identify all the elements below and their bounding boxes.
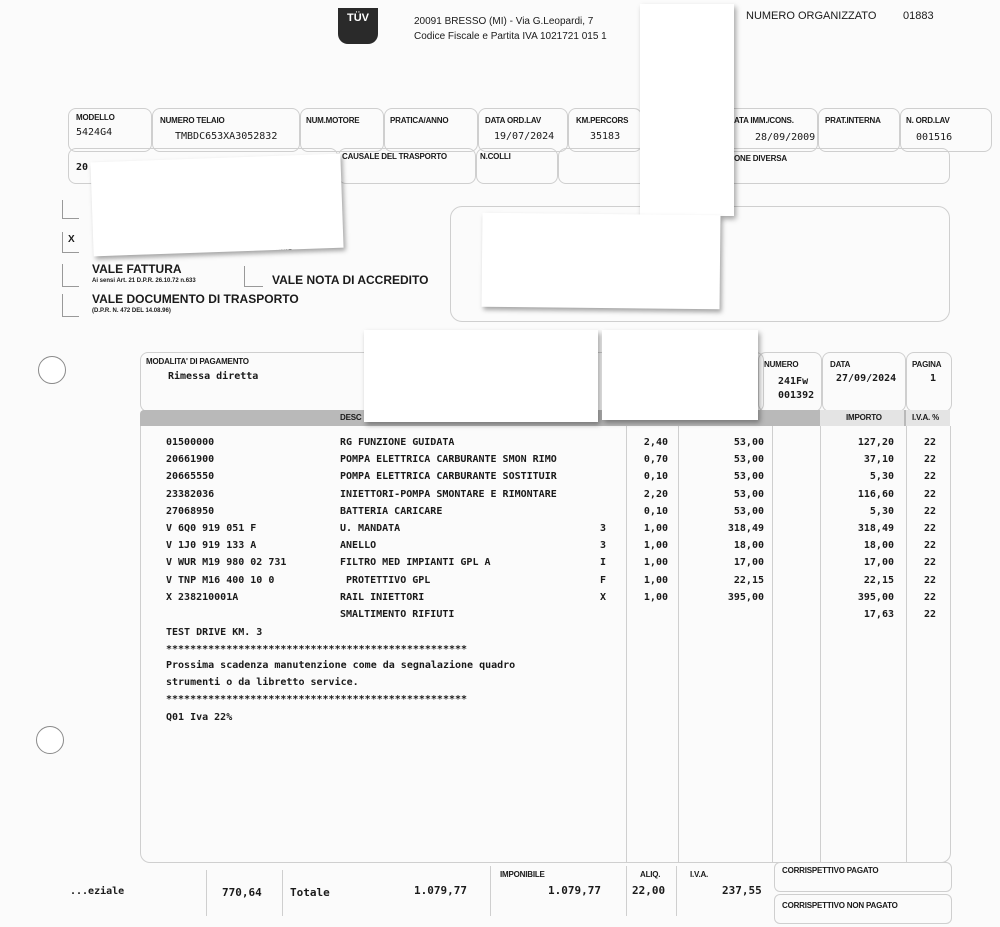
- doctype-bracket-4: [244, 266, 263, 287]
- cell-iva: 22: [924, 454, 937, 466]
- cell-qty: 1,00: [643, 574, 668, 586]
- company-tax-id: Codice Fiscale e Partita IVA 1021721 015 1: [414, 31, 607, 42]
- numero-value-2: 001392: [778, 390, 815, 401]
- totals-divider-2: [282, 870, 283, 916]
- cell-iva: 22: [924, 609, 937, 620]
- iva-label: I.V.A.: [690, 870, 709, 879]
- immatr-box: [726, 108, 818, 152]
- data-ord-box: [478, 108, 568, 152]
- cell-price: 22,15: [733, 574, 764, 586]
- iva-value: 237,55: [722, 884, 762, 897]
- cell-qty: 0,70: [643, 454, 668, 466]
- cell-code: V 1J0 919 133 A: [166, 540, 257, 552]
- binder-hole-bottom: [36, 726, 64, 754]
- modello-label: MODELLO: [76, 113, 115, 122]
- motore-label: NUM.MOTORE: [306, 116, 360, 125]
- imponibile-value: 1.079,77: [548, 884, 601, 897]
- cell-qty: 1,00: [643, 540, 668, 552]
- data-ord-value: 19/07/2024: [494, 131, 555, 142]
- km-label: KM.PERCORS: [576, 116, 629, 125]
- cell-iva: 22: [924, 488, 937, 500]
- cell-desc: RG FUNZIONE GUIDATA: [340, 437, 455, 448]
- cell-iva: 22: [924, 574, 937, 586]
- cell-desc: INIETTORI-POMPA SMONTARE E RIMONTARE: [340, 488, 557, 500]
- totale-label: Totale: [290, 886, 330, 899]
- motore-box: [300, 108, 384, 152]
- note-line: Prossima scadenza manutenzione come da segnalazione quadro: [166, 660, 516, 671]
- doctype-bracket-3: [62, 264, 79, 287]
- binder-hole-top: [38, 356, 66, 384]
- cell-amount: 127,20: [857, 437, 894, 448]
- cell-desc: FILTRO MED IMPIANTI GPL A: [340, 557, 491, 569]
- doctype-fattura-note: Ai sensi Art. 21 D.P.R. 26.10.72 n.633: [92, 278, 196, 284]
- doctype-x-mark: X: [68, 234, 75, 245]
- cell-desc: PROTETTIVO GPL: [340, 574, 431, 586]
- prat-int-label: PRAT.INTERNA: [825, 116, 881, 125]
- telaio-label: NUMERO TELAIO: [160, 116, 225, 125]
- col-divider-price-right: [772, 426, 773, 862]
- cell-price: 53,00: [733, 488, 764, 500]
- cell-flag: 3: [600, 540, 607, 552]
- totals-divider-4: [626, 866, 627, 916]
- numero-label: NUMERO: [764, 360, 799, 369]
- cell-price: 53,00: [733, 505, 764, 517]
- logo-text: TÜV: [347, 12, 369, 24]
- cell-iva: 22: [924, 505, 937, 517]
- cell-flag: F: [600, 574, 607, 586]
- cell-desc: BATTERIA CARICARE: [340, 505, 443, 517]
- km-box: [568, 108, 642, 152]
- cell-price: 53,00: [733, 437, 764, 448]
- redaction-patch-customer-name: [90, 154, 343, 257]
- data-value: 27/09/2024: [836, 373, 897, 384]
- payment-label: MODALITA' DI PAGAMENTO: [146, 357, 249, 366]
- cell-price: 395,00: [727, 591, 764, 603]
- cell-amount: 395,00: [857, 591, 894, 603]
- cell-desc: U. MANDATA: [340, 523, 401, 534]
- aliq-value: 22,00: [632, 884, 666, 897]
- cell-iva: 22: [924, 471, 937, 483]
- cell-iva: 22: [924, 557, 937, 569]
- cell-amount: 318,49: [857, 523, 894, 534]
- cell-amount: 18,00: [863, 540, 894, 552]
- cell-qty: 0,10: [643, 471, 668, 483]
- cell-desc: SMALTIMENTO RIFIUTI: [340, 609, 455, 620]
- cell-desc: POMPA ELETTRICA CARBURANTE SMON RIMO: [340, 454, 557, 466]
- ord-lav-label: N. ORD.LAV: [906, 116, 950, 125]
- cell-desc: ANELLO: [340, 540, 377, 552]
- cell-amount: 5,30: [869, 505, 894, 517]
- ord-lav-box: [900, 108, 992, 152]
- pratica-box: [384, 108, 478, 152]
- cell-price: 53,00: [733, 454, 764, 466]
- totals-divider-5: [676, 866, 677, 916]
- immatr-value: 28/09/2009: [755, 132, 816, 143]
- telaio-box: [152, 108, 300, 152]
- data-ord-label: DATA ORD.LAV: [485, 116, 541, 125]
- causale-label: CAUSALE DEL TRASPORTO: [342, 152, 447, 161]
- col-divider-amount-right: [906, 426, 907, 862]
- redaction-patch-payment-1: [364, 330, 598, 422]
- cell-desc: POMPA ELETTRICA CARBURANTE SOSTITUIR: [340, 471, 557, 483]
- cell-flag: 3: [600, 523, 607, 534]
- totals-divider-1: [206, 870, 207, 916]
- ord-lav-value: 001516: [916, 132, 953, 143]
- note-line: **************************************************: [166, 694, 468, 705]
- cell-code: V 6Q0 919 051 F: [166, 523, 257, 534]
- cell-qty: 1,00: [643, 523, 668, 534]
- cell-price: 318,49: [727, 523, 764, 534]
- cell-flag: I: [600, 557, 607, 569]
- doctype-bracket-1: [62, 200, 79, 219]
- cell-code: V WUR M19 980 02 731: [166, 557, 287, 569]
- totale-value: 1.079,77: [414, 884, 467, 897]
- cell-price: 17,00: [733, 557, 764, 569]
- doctype-ddt-note: (D.P.R. N. 472 DEL 14.08.96): [92, 308, 171, 314]
- cell-code: 20665550: [166, 471, 215, 483]
- table-header-iva: I.V.A. %: [912, 413, 940, 422]
- cell-code: 01500000: [166, 437, 215, 448]
- company-address: 20091 BRESSO (MI) - Via G.Leopardi, 7: [414, 16, 594, 27]
- diversa-label: ONE DIVERSA: [734, 154, 787, 163]
- doctype-ddt: VALE DOCUMENTO DI TRASPORTO: [92, 292, 299, 306]
- note-line: strumenti o da libretto service.: [166, 677, 359, 688]
- table-header-importo: IMPORTO: [846, 413, 882, 422]
- cell-code: 20661900: [166, 454, 215, 466]
- col-divider-qty-right: [678, 426, 679, 862]
- data-label: DATA: [830, 360, 851, 369]
- cell-code: 23382036: [166, 488, 215, 500]
- note-line: Q01 Iva 22%: [166, 712, 233, 723]
- cell-amount: 22,15: [863, 574, 894, 586]
- payment-value: Rimessa diretta: [168, 371, 259, 382]
- redaction-patch-address: [482, 213, 721, 309]
- cell-qty: 2,20: [643, 488, 668, 500]
- telaio-value: TMBDC653XA3052832: [175, 131, 278, 142]
- cell-price: 53,00: [733, 471, 764, 483]
- parziale-value: 770,64: [222, 886, 262, 899]
- km-value: 35183: [590, 131, 621, 142]
- pagato-label: CORRISPETTIVO PAGATO: [782, 866, 879, 875]
- redaction-patch-header: [640, 4, 734, 216]
- cell-amount: 17,00: [863, 557, 894, 569]
- company-logo: [338, 8, 378, 44]
- cell-amount: 17,63: [863, 609, 894, 620]
- pagina-value: 1: [930, 373, 937, 384]
- cell-qty: 2,40: [643, 437, 668, 448]
- cell-desc: RAIL INIETTORI: [340, 591, 425, 603]
- cell-iva: 22: [924, 523, 937, 534]
- cell-iva: 22: [924, 540, 937, 552]
- cell-qty: 0,10: [643, 505, 668, 517]
- col-divider-qty-left: [626, 426, 627, 862]
- cell-flag: X: [600, 591, 607, 603]
- totals-divider-3: [490, 866, 491, 916]
- aliq-label: ALIQ.: [640, 870, 661, 879]
- cell-price: 18,00: [733, 540, 764, 552]
- cell-amount: 116,60: [857, 488, 894, 500]
- organizer-value: 01883: [903, 10, 934, 22]
- row2-value: 20: [76, 162, 89, 173]
- doctype-fattura: VALE FATTURA: [92, 262, 182, 276]
- cell-qty: 1,00: [643, 557, 668, 569]
- colli-label: N.COLLI: [480, 152, 511, 161]
- imponibile-label: IMPONIBILE: [500, 870, 545, 879]
- pagina-label: PAGINA: [912, 360, 942, 369]
- cell-code: X 238210001A: [166, 591, 239, 603]
- doctype-nota: VALE NOTA DI ACCREDITO: [272, 273, 429, 287]
- table-header-desc: DESC: [340, 413, 362, 422]
- cell-code: 27068950: [166, 505, 215, 517]
- note-line: TEST DRIVE KM. 3: [166, 627, 263, 638]
- redaction-patch-payment-2: [602, 330, 758, 420]
- organizer-label: NUMERO ORGANIZZATO: [746, 10, 877, 22]
- immatr-label: ATA IMM./CONS.: [734, 116, 794, 125]
- cell-amount: 5,30: [869, 471, 894, 483]
- col-divider-amount-left: [820, 426, 821, 862]
- non-pagato-label: CORRISPETTIVO NON PAGATO: [782, 901, 898, 910]
- cell-iva: 22: [924, 591, 937, 603]
- parziale-label: ...eziale: [70, 886, 125, 897]
- pratica-label: PRATICA/ANNO: [390, 116, 449, 125]
- note-line: **************************************************: [166, 644, 468, 655]
- cell-qty: 1,00: [643, 591, 668, 603]
- modello-value: 5424G4: [76, 127, 113, 138]
- doctype-bracket-5: [62, 294, 79, 317]
- cell-code: V TNP M16 400 10 0: [166, 574, 275, 586]
- cell-amount: 37,10: [863, 454, 894, 466]
- numero-value-1: 241Fw: [778, 376, 809, 387]
- cell-iva: 22: [924, 437, 937, 448]
- prat-int-box: [818, 108, 900, 152]
